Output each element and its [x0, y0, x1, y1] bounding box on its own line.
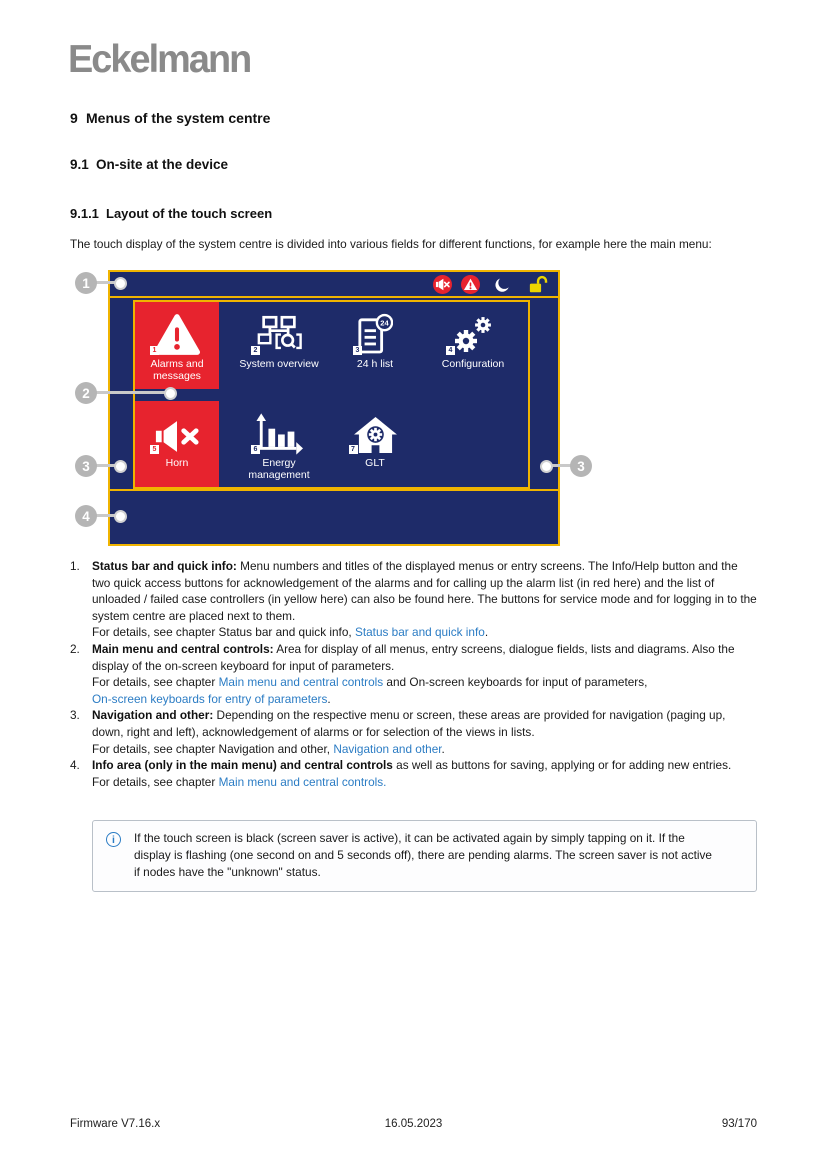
- main-menu-area: [110, 300, 558, 489]
- tile-energy-management[interactable]: [227, 401, 331, 487]
- callout-4-info-area: 4: [75, 505, 97, 527]
- heading-title: Layout of the touch screen: [106, 206, 273, 221]
- login-lock-icon[interactable]: [528, 275, 549, 294]
- list-number: 4.: [70, 758, 80, 773]
- tile-label: Configuration: [441, 358, 505, 370]
- alarm-mute-icon[interactable]: [433, 275, 452, 294]
- status-bar: [110, 272, 558, 298]
- info-icon: i: [106, 832, 121, 847]
- list-item-text: Depending on the respective menu or screen, these areas are provided for navigation (paging up, down, right and left), acknowledgement of alarms or for selection of the views in lists.: [92, 708, 726, 739]
- company-logo: Eckelmann: [68, 38, 251, 81]
- network-search-icon: [255, 309, 303, 356]
- footer-date: 16.05.2023: [384, 1118, 443, 1130]
- list-number: 1.: [70, 559, 80, 573]
- callout-dot: [540, 460, 553, 473]
- info-area: [110, 489, 558, 544]
- callout-2-main-menu: 2: [75, 382, 97, 404]
- callout-dot: [114, 277, 127, 290]
- list-item-text: Area for display of all menus, entry screens, dialogue fields, lists and diagrams. Also the display of the on-screen keyboard for input of parameters.: [92, 641, 735, 673]
- info-note-box: [92, 820, 757, 892]
- callout-line: [86, 391, 172, 394]
- tile-label: Alarms and messages: [150, 358, 204, 382]
- callout-3-navigation-left: 3: [75, 455, 97, 477]
- chapter-link-main-menu[interactable]: Main menu and central controls.: [218, 774, 387, 789]
- note-text: If the touch screen is black (screen saver is active), it can be activated again by simply tapping on it. If the display is flashing (one second on and 5 seconds off), there are pending alarms. The screen saver is not active if nodes have the "unknown" status.: [134, 831, 712, 879]
- list-number: 3.: [70, 708, 80, 723]
- intro-paragraph: The touch display of the system centre is divided into various fields for different functions, for example here the main menu:: [70, 237, 712, 251]
- numbered-list: [70, 558, 760, 790]
- touchscreen: [108, 270, 560, 546]
- heading-title: On-site at the device: [96, 157, 229, 172]
- svg-text:24: 24: [380, 318, 389, 328]
- chapter-link-status-bar[interactable]: Status bar and quick info: [354, 625, 485, 640]
- tile-horn[interactable]: [135, 401, 219, 487]
- list-item-lead: Main menu and central controls:: [92, 641, 274, 656]
- gears-icon: [450, 309, 496, 356]
- chapter-link-onscreen-keyboards[interactable]: On-screen keyboards for entry of parameters: [92, 691, 328, 706]
- tile-label: Horn: [165, 457, 189, 469]
- tile-alarms-and-messages[interactable]: [135, 302, 219, 389]
- heading-title: Menus of the system centre: [86, 110, 271, 126]
- list-item-lead: Info area (only in the main menu) and central controls: [92, 758, 393, 773]
- list-number: 2.: [70, 641, 80, 656]
- document-24h-icon: [357, 309, 393, 356]
- subsection-heading: [70, 157, 228, 172]
- heading-number: 9: [70, 110, 78, 126]
- tile-number-badge: 2: [251, 346, 260, 355]
- chapter-link-main-menu[interactable]: Main menu and central controls: [218, 675, 384, 690]
- tile-label: 24 h list: [356, 358, 394, 370]
- section-heading: [70, 110, 270, 126]
- page-footer: [70, 1118, 757, 1134]
- list-item-4: [70, 757, 760, 790]
- heading-number: 9.1.1: [70, 206, 99, 221]
- details-text: For details, see chapter: [92, 675, 219, 690]
- details-text: For details, see chapter Status bar and quick info,: [92, 625, 355, 640]
- heading-number: 9.1: [70, 157, 89, 172]
- tile-label: GLT: [365, 457, 385, 469]
- callout-dot: [114, 460, 127, 473]
- list-item-text: Menu numbers and titles of the displayed menus or entry screens. The Info/Help button and the two quick access buttons for acknowledgement of the alarms and for calling up the alarm list (in red here) and the list of unloaded / failed case controllers (in yellow here) can also be found here. The buttons for service mode and for logging in to the system centre are placed next to them.: [92, 559, 757, 623]
- tile-configuration[interactable]: [421, 302, 525, 389]
- list-item-2: 2. Main menu and central controls: Area for display of all menus, entry screens, dialogue fields, lists and diagrams. Also the display of the on-screen keyboard for input of parameters. For details, see chapter Main menu and central controls and On-screen keyboards for input of parameters, On-screen keyboards for entry of parameters.: [70, 641, 735, 706]
- callout-dot: [164, 387, 177, 400]
- service-mode-icon[interactable]: [494, 276, 511, 293]
- warning-icon: [154, 309, 200, 356]
- tile-number-badge: 7: [349, 445, 358, 454]
- tile-system-overview[interactable]: [227, 302, 331, 389]
- list-item-1: 1. Status bar and quick info: Menu numbers and titles of the displayed menus or entry screens. The Info/Help button and the two quick access buttons for acknowledgement of the alarms and for calling up the alarm list (in red here) and the list of unloaded / failed case controllers (in yellow here) can also be found here. The buttons for service mode and for logging in to the system centre are placed next to them. For details, see chapter Status bar and quick info, Status bar and quick info.: [70, 559, 757, 640]
- speaker-muted-icon: [154, 408, 200, 455]
- tile-label: Energy management: [248, 457, 310, 481]
- central-controls-area: [133, 300, 530, 489]
- list-item-lead: Navigation and other:: [92, 708, 214, 723]
- tile-number-badge: 5: [150, 445, 159, 454]
- footer-firmware-version: Firmware V7.16.x: [70, 1118, 161, 1130]
- subsubsection-heading: [70, 206, 272, 221]
- tile-label: System overview: [239, 358, 319, 370]
- alarm-list-icon[interactable]: [461, 275, 480, 294]
- callout-dot: [114, 510, 127, 523]
- tile-glt[interactable]: [329, 401, 421, 487]
- details-text: For details, see chapter Navigation and other,: [92, 741, 334, 756]
- tile-number-badge: 3: [353, 346, 362, 355]
- list-item-text: as well as buttons for saving, applying or for adding new entries.: [392, 758, 732, 773]
- details-text: For details, see chapter: [92, 774, 219, 789]
- footer-page-number: 93/170: [721, 1118, 757, 1130]
- chapter-link-navigation[interactable]: Navigation and other: [333, 741, 442, 756]
- house-gear-icon: [353, 408, 398, 455]
- tile-number-badge: 6: [251, 445, 260, 454]
- list-item-lead: Status bar and quick info:: [92, 559, 237, 573]
- bar-chart-arrows-icon: [255, 408, 303, 455]
- list-item-3: 3. Navigation and other: Depending on the respective menu or screen, these areas are provided for navigation (paging up, down, right and left), acknowledgement of alarms or for selection of the views in lists. For details, see chapter Navigation and other, Navigation and other.: [70, 708, 726, 756]
- callout-1-status-bar: 1: [75, 272, 97, 294]
- tile-24h-list[interactable]: [329, 302, 421, 389]
- tile-number-badge: 1: [150, 346, 159, 355]
- touchscreen-figure: [70, 270, 610, 548]
- callout-3-navigation-right: 3: [570, 455, 592, 477]
- tile-number-badge: 4: [446, 346, 455, 355]
